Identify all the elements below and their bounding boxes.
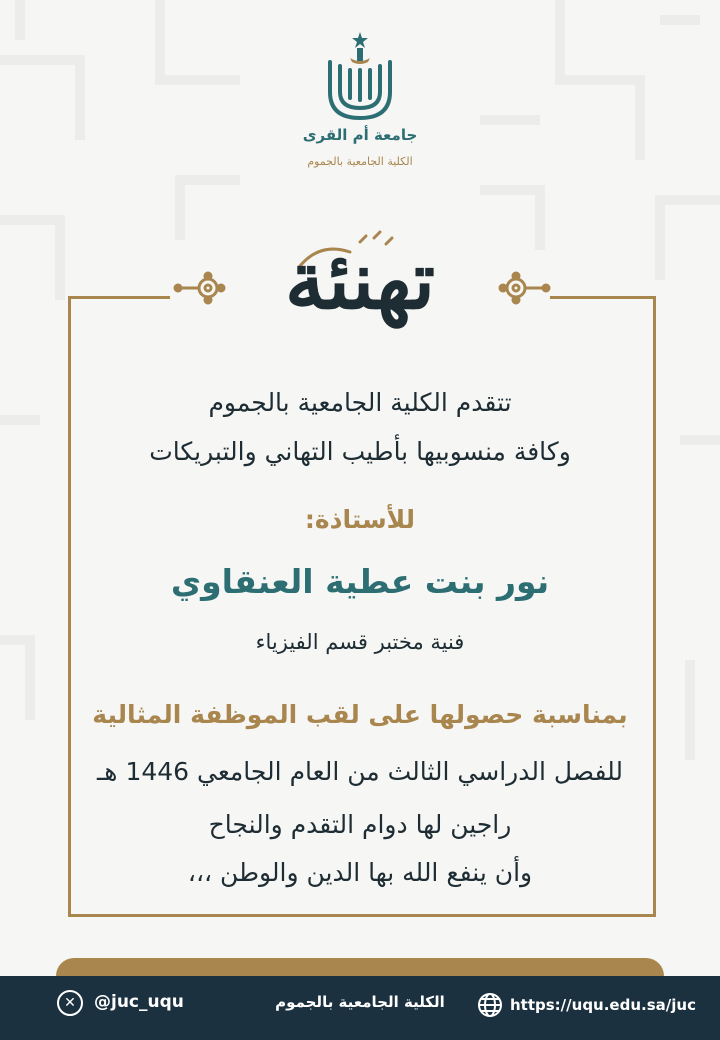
- wish-line-1: راجين لها دوام التقدم والنجاح: [208, 810, 512, 839]
- intro-line: تتقدم الكلية الجامعية بالجموم: [208, 388, 512, 417]
- occasion-line: بمناسبة حصولها على لقب الموظفة المثالية: [92, 700, 628, 729]
- page-title: تهنئة: [284, 233, 436, 327]
- congratulations-line: وكافة منسوبيها بأطيب التهاني والتبريكات: [149, 437, 571, 466]
- recipient-role: فنية مختبر قسم الفيزياء: [255, 630, 465, 654]
- semester-line: للفصل الدراسي الثالث من العام الجامعي 1446 هـ: [96, 757, 624, 786]
- globe-icon[interactable]: [477, 992, 503, 1018]
- university-logo: [300, 22, 420, 122]
- college-name: الكلية الجامعية بالجموم: [307, 155, 413, 168]
- social-handle[interactable]: @juc_uqu: [94, 992, 184, 1012]
- footer-college-name: الكلية الجامعية بالجموم: [275, 993, 445, 1011]
- university-name: جامعة أم القرى: [302, 126, 418, 144]
- x-icon[interactable]: ✕: [57, 990, 83, 1016]
- recipient-name: نور بنت عطية العنقاوي: [170, 562, 550, 601]
- recipient-label: للأستاذة:: [304, 505, 416, 534]
- website-link[interactable]: https://uqu.edu.sa/juc: [510, 996, 696, 1014]
- wish-line-2: وأن ينفع الله بها الدين والوطن ،،،: [187, 858, 533, 887]
- knot-ornament-right-icon: [492, 268, 552, 308]
- knot-ornament-left-icon: [172, 268, 232, 308]
